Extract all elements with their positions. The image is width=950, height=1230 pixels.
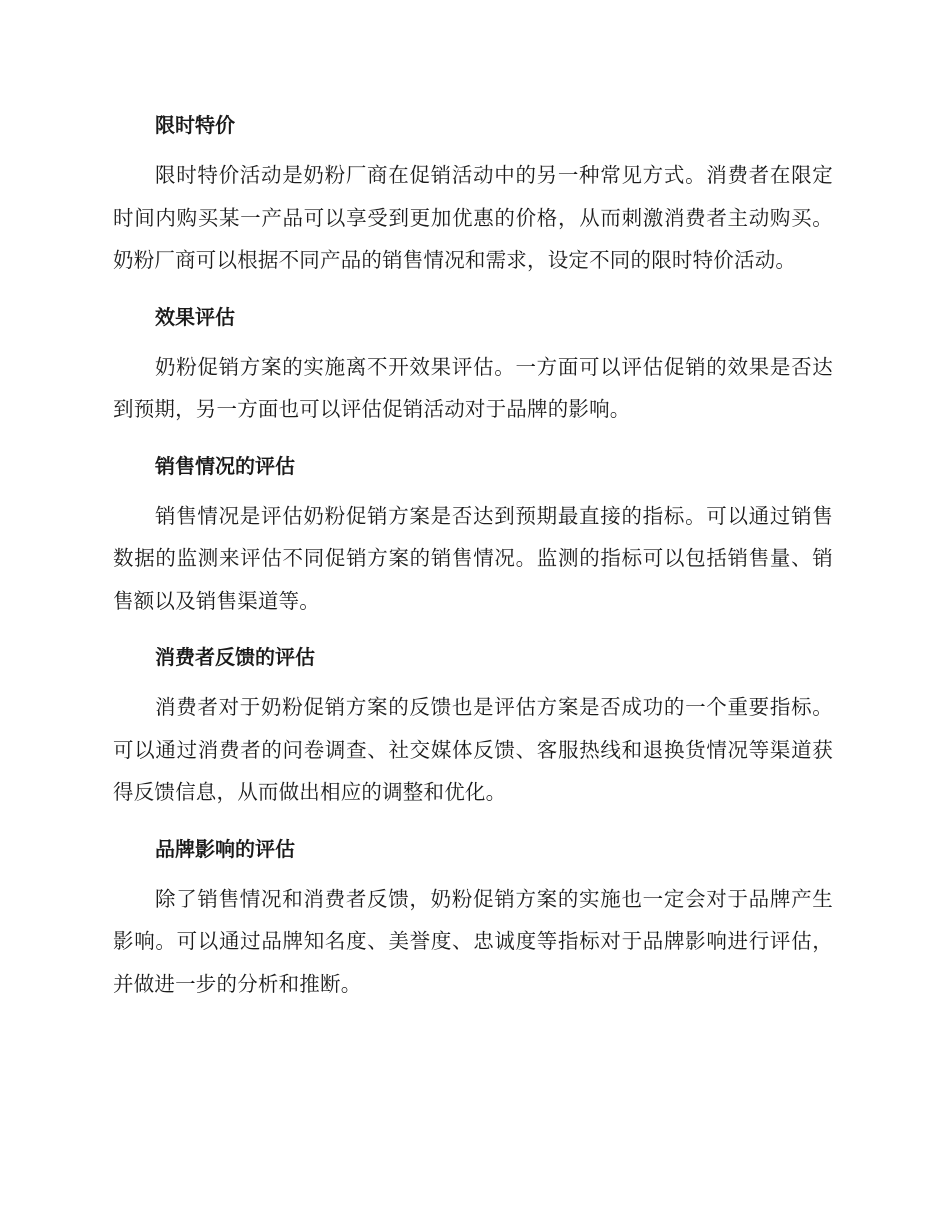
section-paragraph: 奶粉促销方案的实施离不开效果评估。一方面可以评估促销的效果是否达到预期，另一方面也可以评估促销活动对于品牌的影响。 xyxy=(113,354,833,421)
section-paragraph: 销售情况是评估奶粉促销方案是否达到预期最直接的指标。可以通过销售数据的监测来评估不同促销方案的销售情况。监测的指标可以包括销售量、销售额以及销售渠道等。 xyxy=(113,503,833,613)
document-page xyxy=(113,108,833,1023)
section-limited-time-offer xyxy=(113,108,833,282)
section-heading: 消费者反馈的评估 xyxy=(155,645,315,669)
section-paragraph: 消费者对于奶粉促销方案的反馈也是评估方案是否成功的一个重要指标。可以通过消费者的问卷调查、社交媒体反馈、客服热线和退换货情况等渠道获得反馈信息，从而做出相应的调整和优化。 xyxy=(113,695,833,804)
section-consumer-feedback-evaluation xyxy=(113,640,833,814)
section-sales-evaluation xyxy=(113,449,833,623)
section-brand-impact-evaluation xyxy=(113,832,833,1006)
section-heading: 品牌影响的评估 xyxy=(155,836,295,861)
section-paragraph: 除了销售情况和消费者反馈，奶粉促销方案的实施也一定会对于品牌产生影响。可以通过品牌知名度、美誉度、忠诚度等指标对于品牌影响进行评估，并做进一步的分析和推断。 xyxy=(113,886,833,996)
section-paragraph: 限时特价活动是奶粉厂商在促销活动中的另一种常见方式。消费者在限定时间内购买某一产品可以享受到更加优惠的价格，从而刺激消费者主动购买。奶粉厂商可以根据不同产品的销售情况和需求，设定不同的限时特价活动。 xyxy=(113,163,833,272)
section-heading: 限时特价 xyxy=(155,113,235,137)
section-heading: 销售情况的评估 xyxy=(155,453,295,478)
section-effect-evaluation xyxy=(113,300,833,431)
section-heading: 效果评估 xyxy=(155,304,235,329)
